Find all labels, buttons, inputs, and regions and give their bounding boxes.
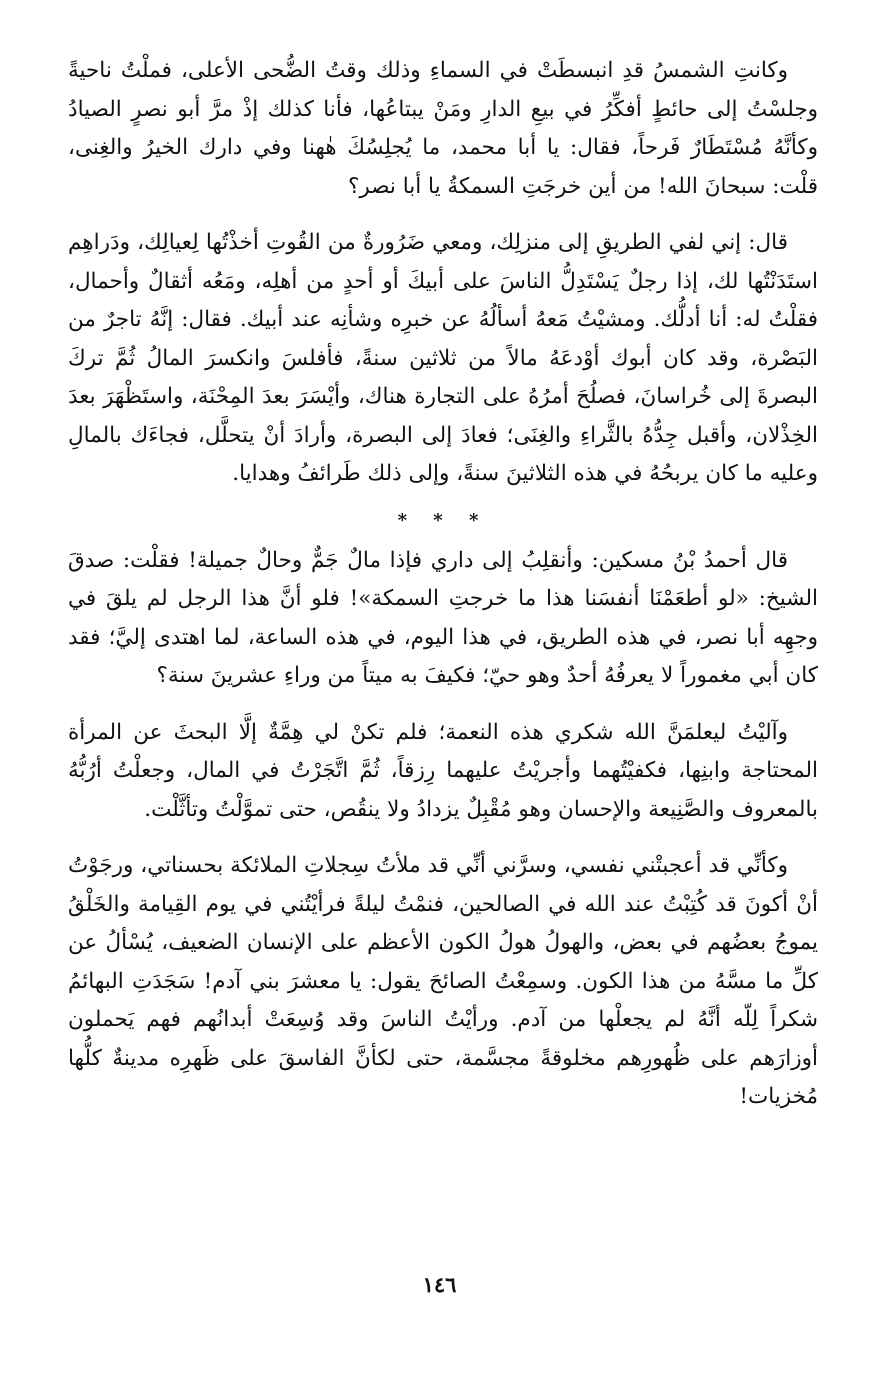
paragraph-5: وكأنِّي قد أعجبتْني نفسي، وسرَّني أنِّي قد ملأتُ سِجلاتِ الملائكة بحسناتي، ورجَوْتُ أنْ أكونَ قد كُتِبْتُ عند الله في الصالحين، فنمْتُ ليلةً فرأيْتُني في يوم القِيامة والخَلْقُ يموجُ بعضُهم في بعض، والهولُ هولُ الكون الأعظم على الإنسان الضعيف، يُسْألُ عن كلِّ ما مسَّهُ من هذا الكون. وسمِعْتُ الصائحَ يقول: يا معشرَ بني آدم! سَجَدَتِ البهائمُ شكراً لِلّه أنَّهُ لم يجعلْها من آدم. ورأيْتُ الناسَ وقد وُسِعَتْ أبدانُهم فهم يَحملون أوزارَهم على ظُهورِهم مخلوقةً مجسَّمة، حتى لكأنَّ الفاسقَ على ظَهرِه مدينةٌ كلُّها مُخزيات! — [68, 853, 818, 1109]
paragraph-1: وكانتِ الشمسُ قدِ انبسطَتْ في السماءِ وذلك وقتُ الضُّحى الأعلى، فملْتُ ناحيةً وجلسْتُ إلى حائطٍ أفكِّرُ في بيعِ الدارِ ومَنْ يبتاعُها، فأنا كذلك إذْ مرَّ أبو نصرٍ الصيادُ وكأنَّهُ مُسْتَطَارٌ فَرحاً، فقال: يا أبا محمد، ما يُجلِسُكَ هٰهنا وفي دارك الخيرُ والغِنى، قلْت: سبحانَ الله! من أين خرجَتِ السمكةُ يا أبا نصر؟ — [68, 58, 818, 199]
paragraph-3: قال أحمدُ بْنُ مسكين: وأنقلِبُ إلى داري فإذا مالٌ جَمٌّ وحالٌ جميلة! فقلْت: صدقَ الشيخ: «لو أطعَمْنَا أنفسَنا هذا ما خرجتِ السمكة»! فلو أنَّ هذا الرجل لم يلقَ في وجهِه أبا نصر، في هذه الطريق، في هذا اليوم، في هذه الساعة، لما اهتدى إليَّ؛ فقد كان أبي مغموراً لا يعرفُهُ أحدٌ وهو حيّ؛ فكيفَ به ميتاً من وراءِ عشرينَ سنة؟ — [68, 547, 818, 688]
paragraph-4: وآليْتُ ليعلمَنَّ الله شكري هذه النعمة؛ فلم تكنْ لي هِمَّةٌ إلَّا البحثَ عن المرأة المحتاجة وابنِها، فكفيْتُهما وأجريْتُ عليهما رِزقاً، ثُمَّ اتَّجَرْتُ في المال، وجعلْتُ أرُبُّهُ بالمعروف والصَّنِيعة والإحسان وهو مُقْبِلٌ يزدادُ ولا ينقُص، حتى تموَّلْتُ وتأثَّلْت. — [68, 719, 818, 822]
page-body — [68, 52, 818, 1135]
section-divider: * * * — [397, 509, 489, 531]
paragraph-2: قال: إني لفي الطريقِ إلى منزلِك، ومعي ضَرُورةٌ من القُوتِ أخذْتُها لِعيالِك، ودَراهِم استَدَنْتُها لك، إذا رجلٌ يَسْتَدِلُّ الناسَ على أبيكَ أو أحدٍ من أهلِه، ومَعُه أثقالٌ وأحمال، فقلْتُ له: أنا أدلُّك. ومشيْتُ مَعهُ أسألُهُ عن خبرِه وشأنِه عند أبيك. فقال: إنَّهُ تاجرٌ من البَصْرة، وقد كان أبوك أوْدعَهُ مالاً من ثلاثين سنةً، فأفلسَ وانكسرَ المالُ ثُمَّ تركَ البصرةَ إلى خُراسانَ، فصلُحَ أمرُهُ على التجارة هناك، وأيْسَرَ بعدَ المِحْنَة، واستَظْهَرَ بعدَ الخِذْلان، وأقبل جِدُّهُ بالثَّراءِ والغِنَى؛ فعادَ إلى البصرة، وأرادَ أنْ يتحلَّل، فجاءَك بالمالِ وعليه ما كان يربحُهُ في هذه الثلاثينَ سنةً، وإلى ذلك طَرائفُ وهدايا. — [68, 230, 818, 486]
page-number: ١٤٦ — [422, 1272, 457, 1297]
